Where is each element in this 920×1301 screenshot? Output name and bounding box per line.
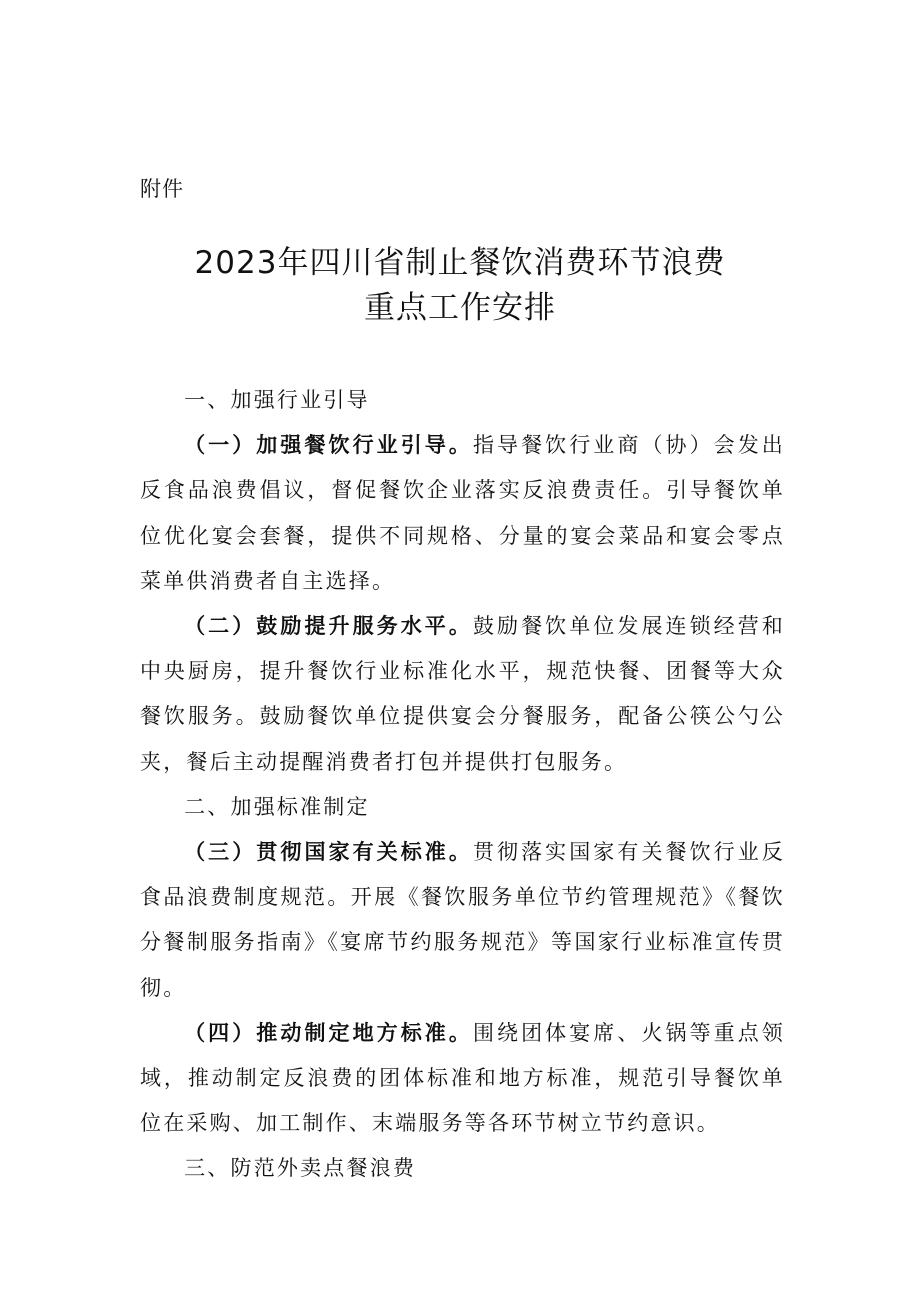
paragraph-3-text: 贯彻落实国家有关餐饮行业反食品浪费制度规范。开展《餐饮服务单位节约管理规范》《餐饮分餐制服务指南》《宴席节约服务规范》等国家行业标准宣传贯彻。 xyxy=(140,840,785,1000)
paragraph-4-text: 围绕团体宴席、火锅等重点领域，推动制定反浪费的团体标准和地方标准，规范引导餐饮单位在采购、加工制作、末端服务等各环节树立节约意识。 xyxy=(140,1020,785,1136)
attachment-label: 附件 xyxy=(140,177,184,201)
document-title-line-1: 2023年四川省制止餐饮消费环节浪费 xyxy=(194,245,726,281)
paragraph-2-lead: （二）鼓励提升服务水平。 xyxy=(184,614,473,639)
document-title-line-2: 重点工作安排 xyxy=(364,290,556,326)
paragraph-4-lead: （四）推动制定地方标准。 xyxy=(184,1020,473,1045)
paragraph-1-text: 指导餐饮行业商（协）会发出反食品浪费倡议，督促餐饮企业落实反浪费责任。引导餐饮单位优化宴会套餐，提供不同规格、分量的宴会菜品和宴会零点菜单供消费者自主选择。 xyxy=(140,433,785,593)
paragraph-2-text: 鼓励餐饮单位发展连锁经营和中央厨房，提升餐饮行业标准化水平，规范快餐、团餐等大众餐饮服务。鼓励餐饮单位提供宴会分餐服务，配备公筷公勺公夹，餐后主动提醒消费者打包并提供打包服务。 xyxy=(140,614,785,774)
paragraph-3-lead: （三）贯彻国家有关标准。 xyxy=(184,840,473,865)
paragraph-3 xyxy=(140,830,785,1011)
paragraph-1 xyxy=(140,423,785,604)
document-body xyxy=(140,378,785,1192)
section-heading-3: 三、防范外卖点餐浪费 xyxy=(184,1156,417,1181)
section-heading-1: 一、加强行业引导 xyxy=(184,388,370,412)
section-heading-2: 二、加强标准制定 xyxy=(184,794,370,819)
paragraph-4 xyxy=(140,1011,785,1147)
paragraph-2 xyxy=(140,604,785,785)
paragraph-1-lead: （一）加强餐饮行业引导。 xyxy=(184,433,473,458)
